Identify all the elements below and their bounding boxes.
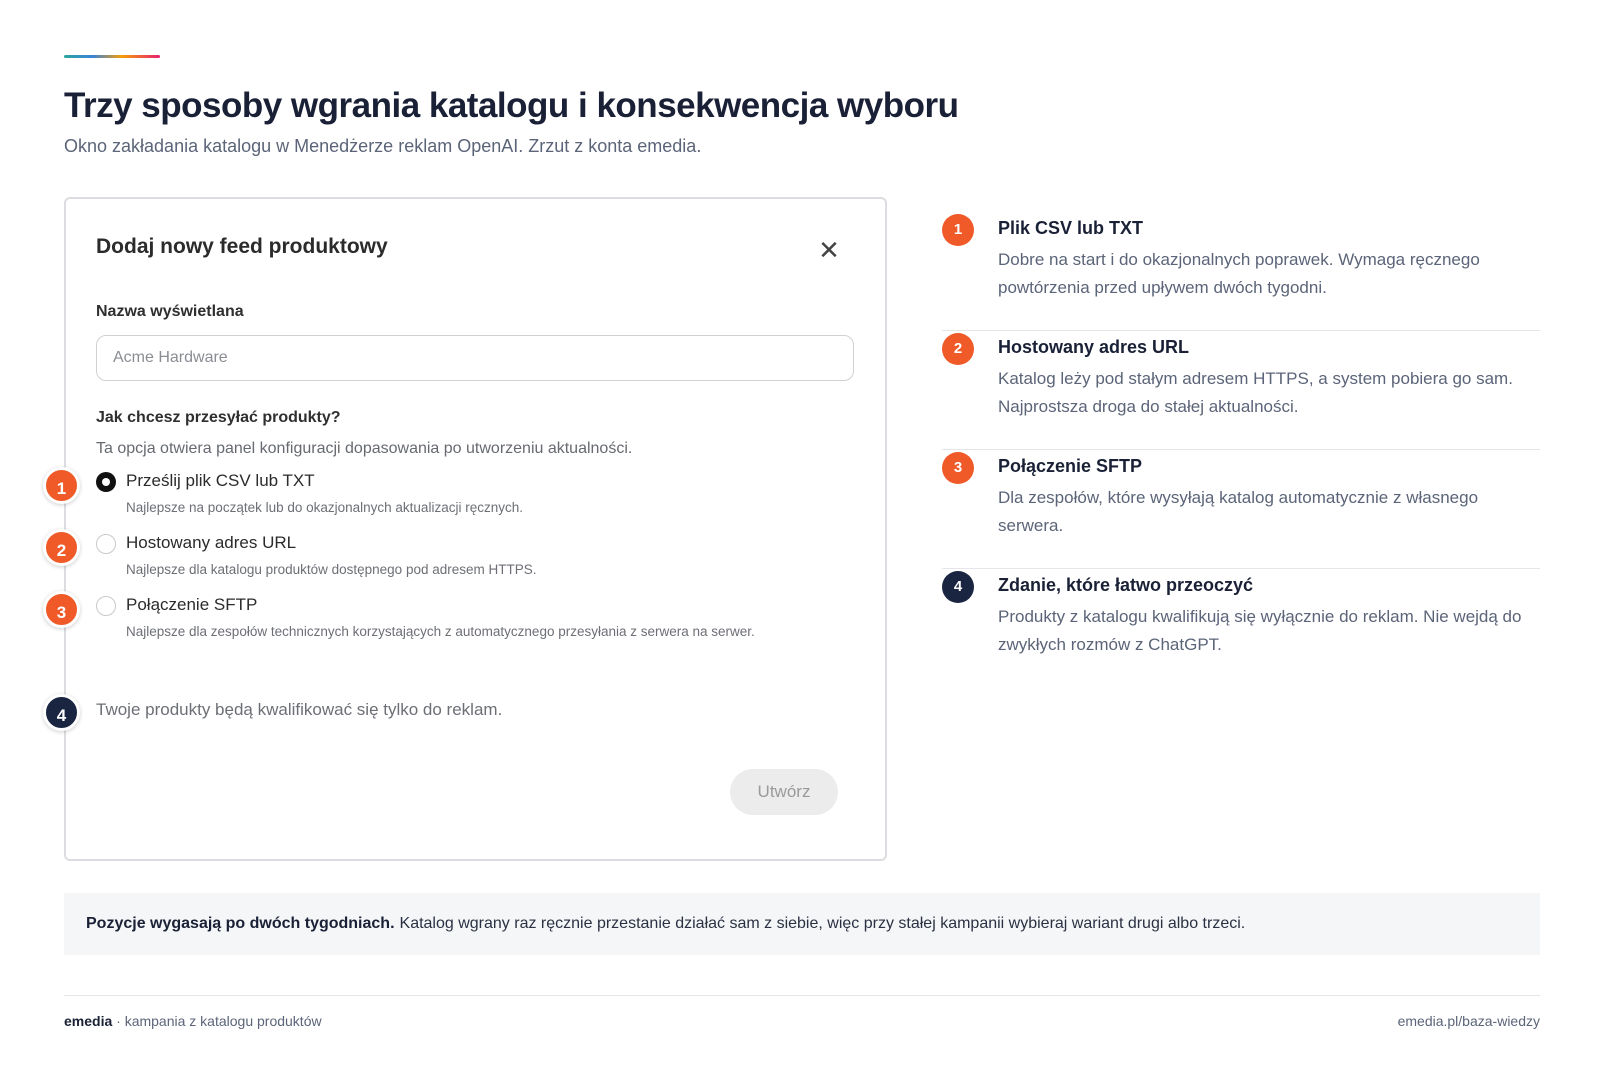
footer-divider bbox=[64, 995, 1540, 996]
dialog-title: Dodaj nowy feed produktowy bbox=[96, 235, 388, 258]
marker-3: 3 bbox=[43, 591, 80, 628]
option-label: Hostowany adres URL bbox=[126, 533, 297, 552]
dialog-screenshot bbox=[64, 197, 887, 861]
display-name-input[interactable] bbox=[96, 335, 854, 381]
step-number-badge: 3 bbox=[942, 452, 974, 484]
step-title: Połączenie SFTP bbox=[998, 456, 1143, 476]
step-text: Katalog leży pod stałym adresem HTTPS, a system pobiera go sam. Najprostsza droga do stałej aktualności. bbox=[998, 369, 1513, 416]
footer-url[interactable]: emedia.pl/baza-wiedzy bbox=[1397, 1013, 1540, 1029]
step-title: Hostowany adres URL bbox=[998, 337, 1190, 357]
marker-1: 1 bbox=[43, 467, 80, 504]
ads-only-note: Twoje produkty będą kwalifikować się tylko do reklam. bbox=[96, 700, 503, 719]
step-title: Plik CSV lub TXT bbox=[998, 218, 1144, 238]
list-item bbox=[942, 331, 1540, 450]
option-label: Połączenie SFTP bbox=[126, 595, 258, 614]
marker-2: 2 bbox=[43, 529, 80, 566]
page-subtitle: Okno zakładania katalogu w Menedżerze reklam OpenAI. Zrzut z konta emedia. bbox=[64, 136, 702, 156]
list-item bbox=[942, 569, 1540, 688]
callout-text: Katalog wgrany raz ręcznie przestanie działać sam z siebie, więc przy stałej kampanii wybieraj wariant drugi albo trzeci. bbox=[399, 915, 1246, 932]
explanation-list bbox=[942, 212, 1540, 688]
list-item bbox=[942, 212, 1540, 331]
footer-brand bbox=[64, 1013, 322, 1029]
option-label: Prześlij plik CSV lub TXT bbox=[126, 471, 315, 490]
radio-hosted-url[interactable] bbox=[96, 534, 116, 554]
step-number-badge: 2 bbox=[942, 333, 974, 365]
step-title: Zdanie, które łatwo przeoczyć bbox=[998, 575, 1254, 595]
create-button[interactable]: Utwórz bbox=[730, 769, 838, 815]
accent-bar bbox=[64, 55, 160, 58]
step-text: Dla zespołów, które wysyłają katalog automatycznie z własnego serwera. bbox=[998, 488, 1479, 535]
list-item bbox=[942, 450, 1540, 569]
radio-sftp[interactable] bbox=[96, 596, 116, 616]
option-description: Najlepsze dla katalogu produktów dostępnego pod adresem HTTPS. bbox=[126, 562, 537, 577]
marker-4: 4 bbox=[43, 694, 80, 731]
option-description: Najlepsze dla zespołów technicznych korzystających z automatycznego przesyłania z serwera na serwer. bbox=[126, 624, 755, 639]
radio-csv-txt[interactable] bbox=[96, 472, 116, 492]
footer-tagline: · kampania z katalogu produktów bbox=[116, 1013, 322, 1029]
step-number-badge: 1 bbox=[942, 214, 974, 246]
brand-name: emedia bbox=[64, 1013, 113, 1029]
upload-method-help: Ta opcja otwiera panel konfiguracji dopasowania po utworzeniu aktualności. bbox=[96, 440, 633, 457]
expiry-callout bbox=[64, 893, 1540, 955]
upload-method-question: Jak chcesz przesyłać produkty? bbox=[96, 409, 341, 426]
callout-bold: Pozycje wygasają po dwóch tygodniach. bbox=[86, 915, 395, 932]
step-text: Dobre na start i do okazjonalnych poprawek. Wymaga ręcznego powtórzenia przed upływem dwóch tygodni. bbox=[998, 250, 1480, 297]
step-number-badge: 4 bbox=[942, 571, 974, 603]
option-description: Najlepsze na początek lub do okazjonalnych aktualizacji ręcznych. bbox=[126, 500, 523, 515]
step-text: Produkty z katalogu kwalifikują się wyłącznie do reklam. Nie wejdą do zwykłych rozmów z ChatGPT. bbox=[998, 607, 1522, 654]
close-icon[interactable]: ✕ bbox=[818, 235, 840, 265]
display-name-label: Nazwa wyświetlana bbox=[96, 303, 244, 320]
page-title: Trzy sposoby wgrania katalogu i konsekwencja wyboru bbox=[64, 86, 959, 125]
